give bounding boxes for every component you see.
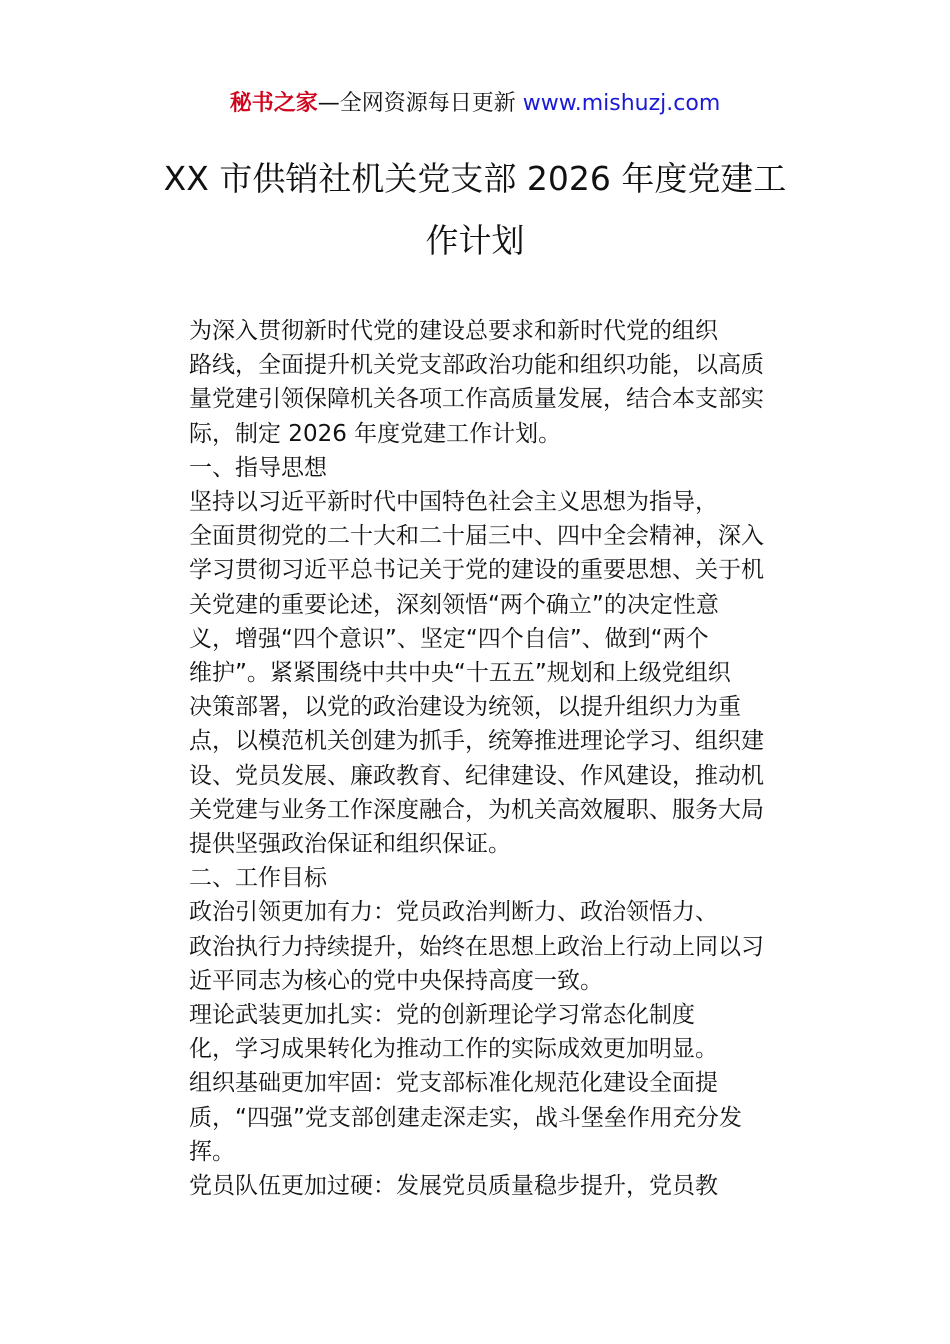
- text-line: 路线，全面提升机关党支部政治功能和组织功能，以高质: [189, 352, 764, 379]
- text-line: 政治引领更加有力：党员政治判断力、政治领悟力、: [189, 899, 718, 926]
- text-line: 维护”。紧紧围绕中共中央“十五五”规划和上级党组织: [189, 660, 731, 687]
- goal-paragraph-theory: [143, 998, 793, 1066]
- text-line: 政治执行力持续提升，始终在思想上政治上行动上同以习: [189, 933, 764, 960]
- text-line: 义，增强“四个意识”、坚定“四个自信”、做到“两个: [189, 625, 709, 652]
- text-line: 决策部署，以党的政治建设为统领，以提升组织力为重: [189, 694, 741, 721]
- intro-paragraph: [143, 314, 793, 451]
- text-line: 际，制定 2026 年度党建工作计划。: [189, 420, 562, 447]
- site-tagline: —全网资源每日更新: [317, 91, 516, 116]
- section-heading-work-goals: [143, 861, 793, 895]
- heading-text: 一、指导思想: [189, 454, 327, 481]
- text-line: 全面贯彻党的二十大和二十届三中、四中全会精神，深入: [189, 523, 764, 550]
- heading-text: 二、工作目标: [189, 865, 327, 892]
- title-line-1: XX 市供销社机关党支部 2026 年度党建工: [163, 159, 787, 198]
- document-body: [143, 314, 793, 1203]
- text-line: 量党建引领保障机关各项工作高质量发展，结合本支部实: [189, 386, 764, 413]
- text-line: 近平同志为核心的党中央保持高度一致。: [189, 967, 603, 994]
- text-line: 提供坚强政治保证和组织保证。: [189, 831, 511, 858]
- title-line-2: 作计划: [425, 221, 525, 260]
- text-line: 化，学习成果转化为推动工作的实际成效更加明显。: [189, 1036, 718, 1063]
- text-line: 点，以模范机关创建为抓手，统筹推进理论学习、组织建: [189, 728, 764, 755]
- text-line: 坚持以习近平新时代中国特色社会主义思想为指导，: [189, 489, 718, 516]
- site-name: 秘书之家: [229, 91, 318, 116]
- text-line: 理论武装更加扎实：党的创新理论学习常态化制度: [189, 1002, 695, 1029]
- text-line: 挥。: [189, 1138, 235, 1165]
- text-line: 关党建与业务工作深度融合，为机关高效履职、服务大局: [189, 796, 764, 823]
- text-line: 学习贯彻习近平总书记关于党的建设的重要思想、关于机: [189, 557, 764, 584]
- goal-paragraph-organization: [143, 1066, 793, 1169]
- text-line: 组织基础更加牢固：党支部标准化规范化建设全面提: [189, 1070, 718, 1097]
- text-line: 关党建的重要论述，深刻领悟“两个确立”的决定性意: [189, 591, 719, 618]
- section-heading-guiding-ideology: [143, 451, 793, 485]
- guiding-ideology-paragraph: [143, 485, 793, 861]
- site-header: [0, 88, 950, 120]
- text-line: 设、党员发展、廉政教育、纪律建设、作风建设，推动机: [189, 762, 764, 789]
- document-title: [120, 148, 830, 272]
- text-line: 质，“四强”党支部创建走深走实，战斗堡垒作用充分发: [189, 1104, 742, 1131]
- text-line: 党员队伍更加过硬：发展党员质量稳步提升，党员教: [189, 1173, 718, 1200]
- text-line: 为深入贯彻新时代党的建设总要求和新时代党的组织: [189, 318, 718, 344]
- goal-paragraph-political: [143, 895, 793, 998]
- goal-paragraph-members: [143, 1169, 793, 1203]
- site-url-link[interactable]: www.mishuzj.com: [522, 91, 721, 116]
